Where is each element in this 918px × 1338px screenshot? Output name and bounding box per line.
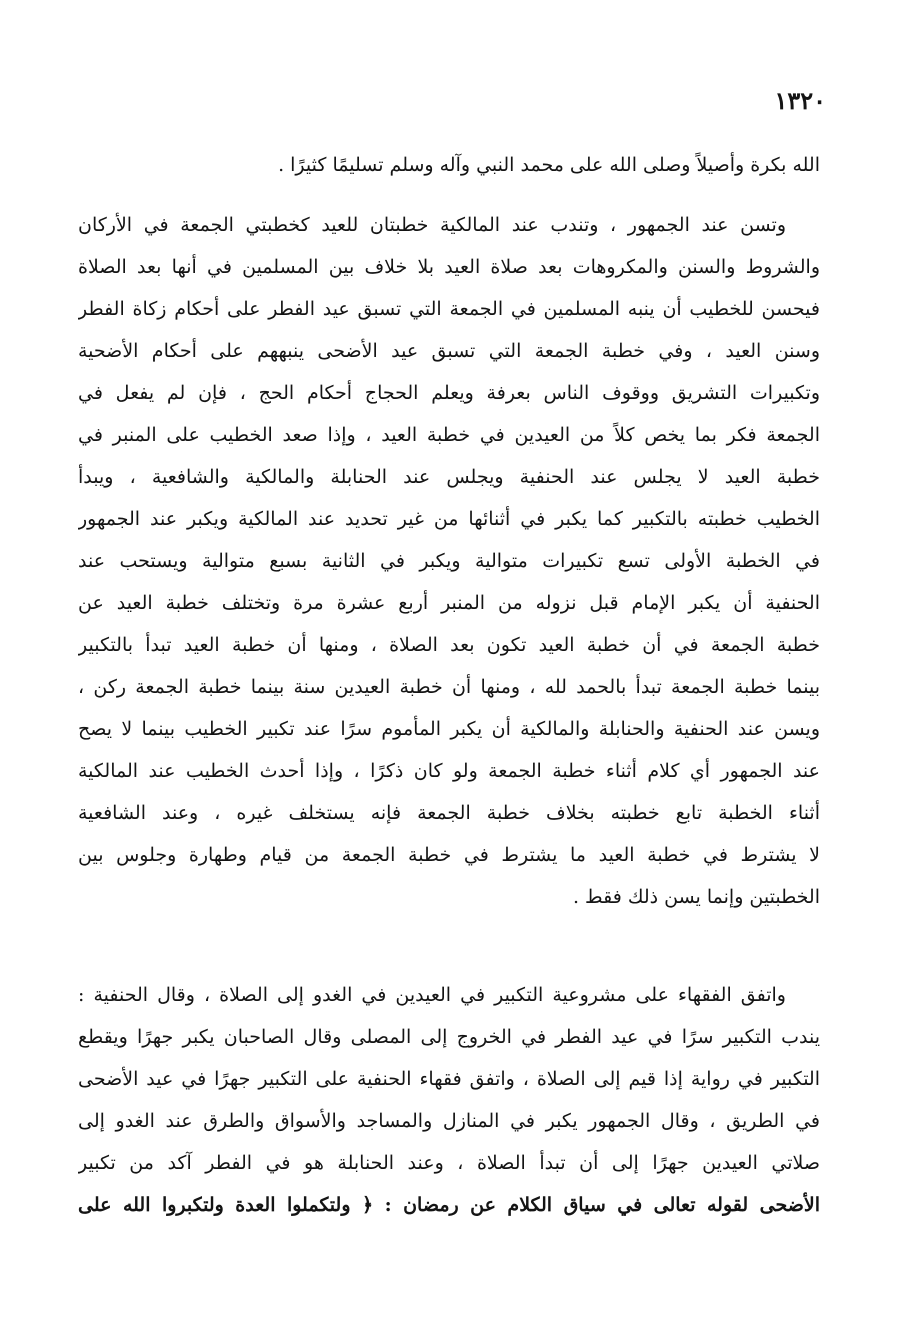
text-line: الجمعة فكر بما يخص كلاً من العيدين في خطبة العيد ، وإذا صعد الخطيب على المنبر في <box>78 424 820 446</box>
continuation-paragraph <box>78 144 820 186</box>
text-line: واتفق الفقهاء على مشروعية التكبير في العيدين في الغدو إلى الصلاة ، وقال الحنفية : <box>78 984 786 1006</box>
takbir-paragraph <box>78 974 820 1226</box>
text-line: فيحسن للخطيب أن ينبه المسلمين في الجمعة التي تسبق عيد الفطر على أحكام زكاة الفطر <box>78 298 820 320</box>
text-line: والشروط والسنن والمكروهات بعد صلاة العيد بلا خلاف بين المسلمين في أنها بعد الصلاة <box>78 256 820 278</box>
eid-sermon-paragraph <box>78 204 820 918</box>
text-line: في الخطبة الأولى تسع تكبيرات متوالية ويكبر في الثانية بسبع متوالية ويستحب عند <box>78 550 820 572</box>
text-line: بينما خطبة الجمعة تبدأ بالحمد لله ، ومنها أن خطبة العيدين سنة بينما خطبة الجمعة ركن ، <box>78 676 820 698</box>
text-line: التكبير في رواية إذا قيم إلى الصلاة ، واتفق فقهاء الحنفية على التكبير جهرًا في عيد الأضحى <box>78 1068 820 1090</box>
text-line: الخطيب خطبته بالتكبير كما يكبر في أثنائها من غير تحديد عند المالكية ويكبر عند الجمهور <box>78 508 820 530</box>
text-line: أثناء الخطبة تابع خطبته بخلاف خطبة الجمعة فإنه يستخلف غيره ، وعند الشافعية <box>78 802 820 824</box>
text-line: في الطريق ، وقال الجمهور يكبر في المنازل والمساجد والأسواق والطرق عند الغدو إلى <box>78 1110 820 1132</box>
text-line: لا يشترط في خطبة العيد ما يشترط في خطبة الجمعة من قيام وطهارة وجلوس بين <box>78 844 820 866</box>
text-line: صلاتي العيدين جهرًا إلى أن تبدأ الصلاة ، وعند الحنابلة هو في الفطر آكد من تكبير <box>78 1152 820 1174</box>
text-line: الأضحى لقوله تعالى في سياق الكلام عن رمضان : ﴿ ولتكملوا العدة ولتكبروا الله على <box>78 1194 820 1216</box>
text-line: الخطبتين وإنما يسن ذلك فقط . <box>572 886 820 908</box>
text-line: ويسن عند الحنفية والحنابلة والمالكية أن يكبر المأموم سرًا عند تكبير الخطيب بينما لا يصح <box>78 718 820 740</box>
text-line: خطبة العيد لا يجلس عند الحنفية ويجلس عند الحنابلة والمالكية والشافعية ، ويبدأ <box>78 466 820 488</box>
text-line: خطبة الجمعة في أن خطبة العيد تكون بعد الصلاة ، ومنها أن خطبة العيد تبدأ بالتكبير <box>78 634 820 656</box>
text-line: عند الجمهور أي كلام أثناء خطبة الجمعة ولو كان ذكرًا ، وإذا أحدث الخطيب عند المالكية <box>78 760 820 782</box>
page-number: ١٣٢٠ <box>774 86 826 115</box>
text-line: الحنفية أن يكبر الإمام قبل نزوله من المنبر أربع عشرة مرة وتختلف خطبة العيد عن <box>78 592 820 614</box>
text-line: يندب التكبير سرًا في عيد الفطر في الخروج إلى المصلى وقال الصاحبان يكبر جهرًا ويقطع <box>78 1026 820 1048</box>
text-line: وسنن العيد ، وفي خطبة الجمعة التي تسبق عيد الأضحى ينبههم على أحكام الأضحية <box>78 340 820 362</box>
text-line: وتكبيرات التشريق ووقوف الناس بعرفة ويعلم الحجاج أحكام الحج ، فإن لم يفعل في <box>78 382 820 404</box>
text-line: وتسن عند الجمهور ، وتندب عند المالكية خطبتان للعيد كخطبتي الجمعة في الأركان <box>78 214 786 236</box>
text-line: الله بكرة وأصيلاً وصلى الله على محمد النبي وآله وسلم تسليمًا كثيرًا . <box>278 154 820 176</box>
